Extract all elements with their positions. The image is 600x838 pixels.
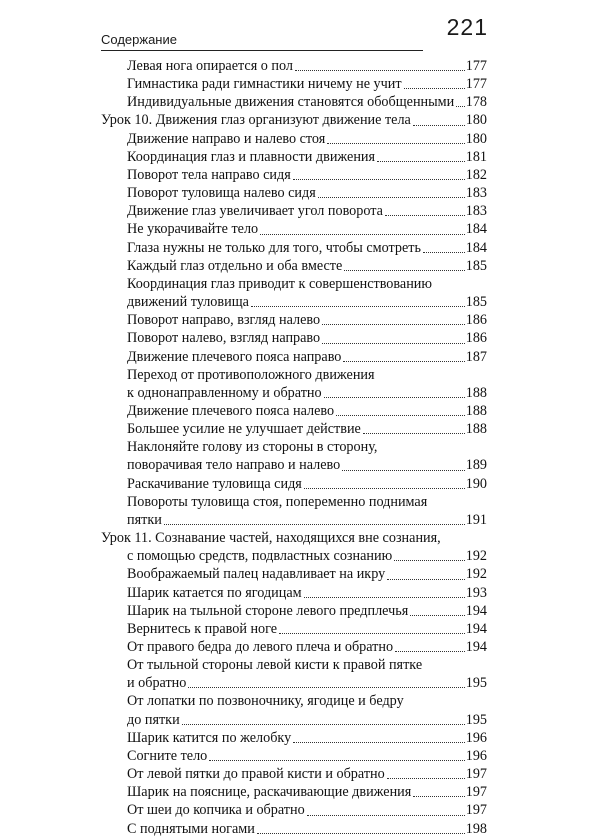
toc-entry-text: Поворот налево, взгляд направо <box>127 330 321 347</box>
toc-entry[interactable] <box>101 348 487 366</box>
toc-entry[interactable] <box>101 765 487 783</box>
dot-leader <box>279 633 465 634</box>
toc-entry-text: Координация глаз и плавности движения <box>127 148 376 165</box>
toc-entry[interactable] <box>101 638 487 656</box>
toc-entry[interactable] <box>101 493 487 529</box>
toc-entry-text: От левой пятки до правой кисти и обратно <box>127 766 385 783</box>
toc-page-number: 194 <box>465 620 487 637</box>
toc-entry[interactable] <box>101 75 487 93</box>
toc-entry[interactable] <box>101 402 487 420</box>
toc-entry[interactable] <box>101 275 487 311</box>
dot-leader <box>322 343 465 344</box>
toc-entry-text: Согните тело <box>127 747 208 764</box>
dot-leader <box>322 324 465 325</box>
toc-page-number: 185 <box>465 257 487 274</box>
toc-entry-text: Индивидуальные движения становятся обобщенными <box>127 94 455 111</box>
dot-leader <box>182 724 465 725</box>
dot-leader <box>324 397 465 398</box>
toc-entry[interactable] <box>101 130 487 148</box>
toc-entry[interactable] <box>101 329 487 347</box>
dot-leader <box>413 796 464 797</box>
dot-leader <box>395 651 465 652</box>
toc-page-number: 184 <box>465 221 487 238</box>
toc-page-number: 194 <box>465 602 487 619</box>
toc-page-number: 177 <box>465 76 487 93</box>
toc-entry[interactable] <box>101 438 487 474</box>
toc-page-number: 186 <box>465 330 487 347</box>
dot-leader <box>344 270 464 271</box>
toc-entry[interactable] <box>101 239 487 257</box>
toc-entry[interactable] <box>101 602 487 620</box>
toc-entry-text: Шарик катается по ягодицам <box>127 584 302 601</box>
toc-entry[interactable] <box>101 801 487 819</box>
toc-entry-text: От тыльной стороны левой кисти к правой пятке <box>127 657 423 674</box>
toc-page-number: 196 <box>465 729 487 746</box>
toc-page-number: 188 <box>465 384 487 401</box>
toc-entry-text: От шеи до копчика и обратно <box>127 802 305 819</box>
toc-entry-text: Не укорачивайте тело <box>127 221 259 238</box>
toc-entry-text: Урок 11. Сознавание частей, находящихся вне сознания, <box>101 530 441 547</box>
toc-entry-text: Движение направо и налево стоя <box>127 130 326 147</box>
toc-entry-text: Наклоняйте голову из стороны в сторону, <box>127 439 378 456</box>
dot-leader <box>293 742 465 743</box>
toc-page-number: 197 <box>465 784 487 801</box>
toc-page-number: 192 <box>465 566 487 583</box>
toc-entry[interactable] <box>101 820 487 838</box>
toc-page-number: 195 <box>465 675 487 692</box>
toc-page-number: 188 <box>465 402 487 419</box>
toc-entry-text: Движение плечевого пояса налево <box>127 402 335 419</box>
dot-leader <box>307 815 465 816</box>
toc-entry-text: Каждый глаз отдельно и оба вместе <box>127 257 343 274</box>
toc-entry-text: Вернитесь к правой ноге <box>127 620 278 637</box>
dot-leader <box>260 234 465 235</box>
toc-entry-text: Повороты туловища стоя, попеременно поднимая <box>127 493 428 510</box>
toc-page-number: 180 <box>465 130 487 147</box>
dot-leader <box>410 615 464 616</box>
toc-page-number: 183 <box>465 203 487 220</box>
toc-entry-text: Переход от противоположного движения <box>127 366 375 383</box>
toc-entry-text: С поднятыми ногами <box>127 820 255 837</box>
toc-entry[interactable] <box>101 656 487 692</box>
toc-page-number: 187 <box>465 348 487 365</box>
toc-entry-text: с помощью средств, подвластных сознанию <box>127 548 393 565</box>
toc-entry[interactable] <box>101 584 487 602</box>
toc-page-number: 190 <box>465 475 487 492</box>
dot-leader <box>295 70 465 71</box>
toc-entry-text: Шарик на пояснице, раскачивающие движения <box>127 784 412 801</box>
toc-entry[interactable] <box>101 184 487 202</box>
toc-page-number: 197 <box>465 802 487 819</box>
dot-leader <box>404 88 465 89</box>
toc-page-number: 188 <box>465 421 487 438</box>
dot-leader <box>363 433 465 434</box>
toc-entry-text: От лопатки по позвоночнику, ягодице и бедру <box>127 693 404 710</box>
running-header-title: Содержание <box>101 32 177 47</box>
dot-leader <box>377 161 465 162</box>
toc-page-number: 178 <box>465 94 487 111</box>
table-of-contents <box>101 57 487 838</box>
toc-entry-text: Глаза нужны не только для того, чтобы смотреть <box>127 239 421 256</box>
toc-page-number: 184 <box>465 239 487 256</box>
toc-entry[interactable] <box>101 420 487 438</box>
toc-entry-text: Координация глаз приводит к совершенствованию <box>127 275 432 292</box>
toc-entry-text: Раскачивание туловища сидя <box>127 475 302 492</box>
dot-leader <box>336 415 465 416</box>
toc-entry-text: Поворот туловища налево сидя <box>127 185 316 202</box>
header-rule <box>101 50 423 51</box>
toc-entry-text: Движение плечевого пояса направо <box>127 348 342 365</box>
toc-entry-text: Шарик на тыльной стороне левого предплечья <box>127 602 409 619</box>
toc-entry[interactable] <box>101 220 487 238</box>
dot-leader <box>164 524 465 525</box>
toc-entry-text: Движение глаз увеличивает угол поворота <box>127 203 383 220</box>
dot-leader <box>423 252 465 253</box>
toc-page-number: 191 <box>465 511 487 528</box>
toc-entry[interactable] <box>101 475 487 493</box>
toc-page-number: 195 <box>465 711 487 728</box>
dot-leader <box>304 597 465 598</box>
toc-page-number: 198 <box>465 820 487 837</box>
toc-page-number: 192 <box>465 548 487 565</box>
toc-entry[interactable] <box>101 311 487 329</box>
toc-entry-text: Урок 10. Движения глаз организуют движение тела <box>101 112 411 129</box>
toc-entry[interactable] <box>101 257 487 275</box>
toc-entry[interactable] <box>101 202 487 220</box>
toc-chapter-entry[interactable] <box>101 529 487 565</box>
dot-leader <box>251 306 465 307</box>
dot-leader <box>342 470 465 471</box>
toc-page-number: 182 <box>465 166 487 183</box>
toc-entry-text: движений туловища <box>127 294 249 311</box>
dot-leader <box>387 579 465 580</box>
toc-page-number: 185 <box>465 294 487 311</box>
toc-entry[interactable] <box>101 729 487 747</box>
toc-entry[interactable] <box>101 57 487 75</box>
dot-leader <box>343 361 464 362</box>
toc-entry[interactable] <box>101 93 487 111</box>
toc-page-number: 181 <box>465 148 487 165</box>
toc-entry-text: Поворот направо, взгляд налево <box>127 312 321 329</box>
page-number: 221 <box>446 14 488 40</box>
dot-leader <box>209 760 464 761</box>
toc-page-number: 197 <box>465 766 487 783</box>
toc-entry-text: Шарик катится по желобку <box>127 729 292 746</box>
toc-page-number: 189 <box>465 457 487 474</box>
dot-leader <box>188 687 464 688</box>
toc-chapter-entry[interactable] <box>101 111 487 129</box>
dot-leader <box>387 778 465 779</box>
dot-leader <box>456 106 464 107</box>
toc-entry[interactable] <box>101 366 487 402</box>
dot-leader <box>385 215 465 216</box>
dot-leader <box>327 143 464 144</box>
toc-page-number: 193 <box>465 584 487 601</box>
toc-entry-text: Левая нога опирается о пол <box>127 58 293 74</box>
toc-entry-text: Воображаемый палец надавливает на икру <box>127 566 386 583</box>
toc-entry[interactable] <box>101 148 487 166</box>
toc-entry[interactable] <box>101 565 487 583</box>
toc-entry-text: и обратно <box>127 675 187 692</box>
toc-entry-text: Большее усилие не улучшает действие <box>127 421 361 438</box>
toc-entry-text: Гимнастика ради гимнастики ничему не учит <box>127 76 402 93</box>
dot-leader <box>257 833 465 834</box>
toc-entry[interactable] <box>101 620 487 638</box>
toc-page-number: 196 <box>465 747 487 764</box>
page-header <box>101 14 488 50</box>
toc-page-number: 194 <box>465 639 487 655</box>
toc-page-number: 183 <box>465 185 487 202</box>
toc-entry[interactable] <box>101 692 487 728</box>
toc-entry-text: Поворот тела направо сидя <box>127 166 291 183</box>
toc-entry-text: От правого бедра до левого плеча и обратно <box>127 639 394 655</box>
dot-leader <box>394 560 465 561</box>
toc-page-number: 180 <box>465 112 487 129</box>
toc-page-number: 177 <box>465 58 487 74</box>
dot-leader <box>293 179 465 180</box>
dot-leader <box>304 488 465 489</box>
toc-entry-text: до пятки <box>127 711 180 728</box>
toc-entry-text: пятки <box>127 511 162 528</box>
toc-entry[interactable] <box>101 166 487 184</box>
toc-page-number: 186 <box>465 312 487 329</box>
dot-leader <box>318 197 465 198</box>
toc-entry-text: поворачивая тело направо и налево <box>127 457 341 474</box>
toc-entry[interactable] <box>101 783 487 801</box>
dot-leader <box>413 125 465 126</box>
toc-entry-text: к однонаправленному и обратно <box>127 384 322 401</box>
